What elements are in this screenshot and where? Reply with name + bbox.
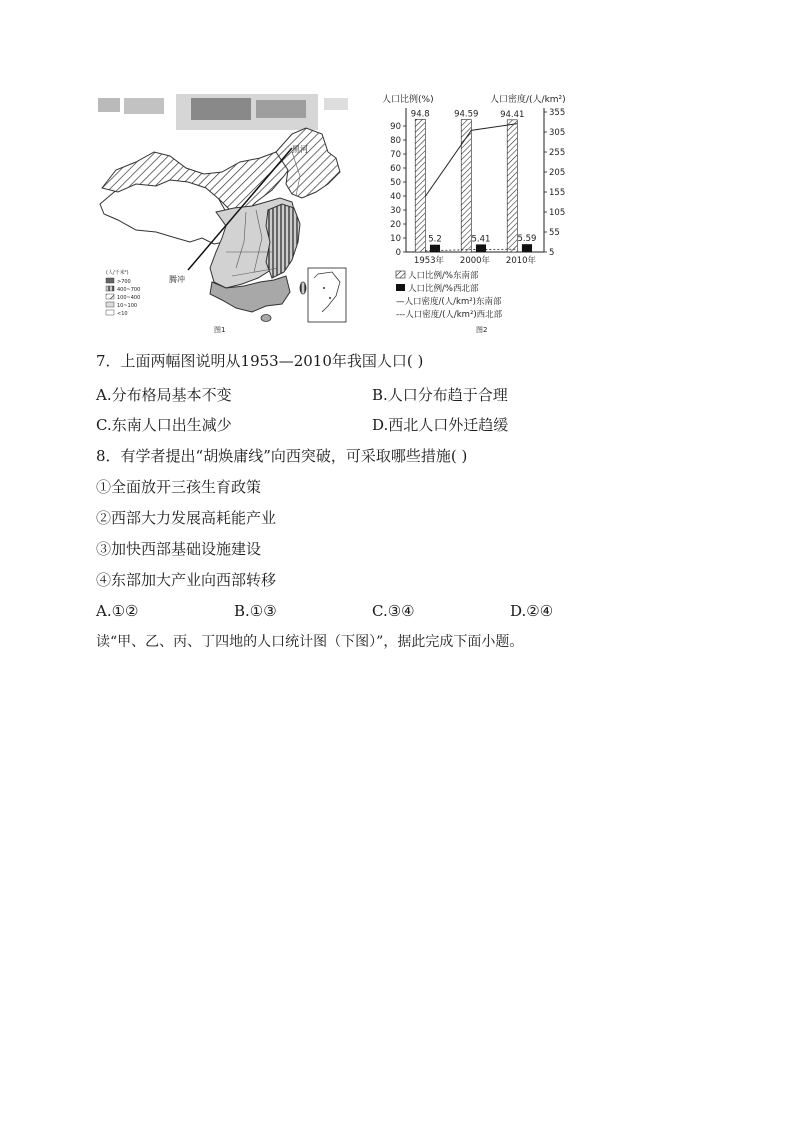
right-tick-label: 55 bbox=[549, 228, 560, 238]
fig1-legend bbox=[106, 269, 140, 317]
right-tick-label: 355 bbox=[549, 108, 566, 118]
left-axis-title: 人口比例(%) bbox=[382, 95, 434, 105]
bar-value-label: 5.2 bbox=[428, 234, 442, 245]
right-tick-label: 105 bbox=[549, 208, 566, 218]
left-tick-label: 90 bbox=[390, 122, 401, 132]
fig1-legend-item: 100~400 bbox=[117, 295, 141, 301]
left-tick-label: 50 bbox=[390, 178, 401, 188]
q8-item-3: ③加快西部基础设施建设 bbox=[96, 540, 262, 558]
legend-item: —人口密度/(人/km²)东南部 bbox=[396, 297, 502, 307]
q8-option-a[interactable]: A.①② bbox=[96, 602, 139, 620]
right-tick-label: 205 bbox=[549, 168, 566, 178]
q8-option-b[interactable]: B.①③ bbox=[234, 602, 277, 620]
bar-value-label: 94.59 bbox=[454, 109, 479, 120]
right-tick-label: 5 bbox=[549, 248, 555, 258]
bar-value-label: 5.59 bbox=[517, 234, 537, 245]
q7-option-a[interactable]: A.分布格局基本不变 bbox=[96, 386, 232, 404]
q7-option-b[interactable]: B.人口分布趋于合理 bbox=[372, 386, 508, 404]
left-tick-label: 40 bbox=[390, 192, 401, 202]
bar-southeast-ratio bbox=[507, 120, 517, 252]
fig1-legend-item: >700 bbox=[117, 279, 131, 285]
figure1-population-density-map bbox=[96, 92, 352, 338]
q8-option-d[interactable]: D.②④ bbox=[510, 602, 554, 620]
map-taiwan bbox=[300, 282, 306, 294]
q8-item-4: ④东部加大产业向西部转移 bbox=[96, 571, 277, 589]
x-category-label: 2000年 bbox=[459, 256, 491, 266]
figure2-caption: 图2 bbox=[476, 326, 488, 334]
legend-item: ---人口密度/(人/km²)西北部 bbox=[396, 310, 503, 320]
fig1-legend-item: <10 bbox=[117, 311, 128, 317]
q8-option-c[interactable]: C.③④ bbox=[372, 602, 415, 620]
city-heihe-label: 黑河 bbox=[292, 145, 308, 154]
right-tick-label: 305 bbox=[549, 128, 566, 138]
bar-northwest-ratio bbox=[476, 244, 486, 252]
bar-value-label: 5.41 bbox=[471, 234, 491, 245]
bar-northwest-ratio bbox=[522, 244, 532, 252]
q8-item-2: ②西部大力发展高耗能产业 bbox=[96, 509, 277, 527]
bar-southeast-ratio bbox=[415, 119, 425, 252]
legend-item: 人口比例/%东南部 bbox=[408, 271, 479, 281]
map-hainan bbox=[261, 315, 271, 322]
q7-option-d[interactable]: D.西北人口外迁趋缓 bbox=[372, 416, 509, 434]
q7-stem: 7．上面两幅图说明从1953—2010年我国人口( ) bbox=[96, 352, 424, 370]
x-category-label: 1953年 bbox=[413, 256, 445, 266]
figure2-population-chart bbox=[378, 90, 588, 338]
fig1-legend-item: 400~700 bbox=[117, 287, 141, 293]
right-tick-label: 155 bbox=[549, 188, 566, 198]
bar-value-label: 94.41 bbox=[500, 109, 525, 120]
right-axis-title: 人口密度/(人/km²) bbox=[490, 95, 566, 105]
fig2-legend bbox=[396, 270, 503, 320]
legend-item: 人口比例/%西北部 bbox=[408, 284, 479, 294]
bar-value-label: 94.8 bbox=[410, 109, 430, 120]
city-tengchong-label: 腾冲 bbox=[169, 275, 185, 284]
left-tick-label: 80 bbox=[390, 136, 401, 146]
bar-southeast-ratio bbox=[461, 120, 471, 252]
map-east-dense bbox=[266, 204, 300, 278]
q7-option-c[interactable]: C.东南人口出生减少 bbox=[96, 416, 232, 434]
left-tick-label: 20 bbox=[390, 220, 401, 230]
fig1-legend-title: (人/千米²) bbox=[106, 270, 129, 276]
right-tick-label: 255 bbox=[549, 148, 566, 158]
scan-noise bbox=[98, 94, 348, 130]
left-tick-label: 70 bbox=[390, 150, 401, 160]
next-section-intro: 读“甲、乙、丙、丁四地的人口统计图（下图）”，据此完成下面小题。 bbox=[96, 634, 524, 650]
q8-item-1: ①全面放开三孩生育政策 bbox=[96, 478, 262, 496]
south-china-sea-inset bbox=[308, 268, 346, 322]
left-tick-label: 60 bbox=[390, 164, 401, 174]
q8-stem: 8．有学者提出“胡焕庸线”向西突破，可采取哪些措施( ) bbox=[96, 447, 468, 465]
left-tick-label: 30 bbox=[390, 206, 401, 216]
x-category-label: 2010年 bbox=[505, 256, 537, 266]
chart-labels bbox=[411, 109, 537, 266]
left-tick-label: 10 bbox=[390, 234, 401, 244]
left-tick-label: 0 bbox=[395, 248, 401, 258]
figure1-caption: 图1 bbox=[214, 326, 226, 334]
fig1-legend-item: 10~100 bbox=[117, 303, 138, 309]
map-northeast-hatched bbox=[276, 128, 340, 198]
